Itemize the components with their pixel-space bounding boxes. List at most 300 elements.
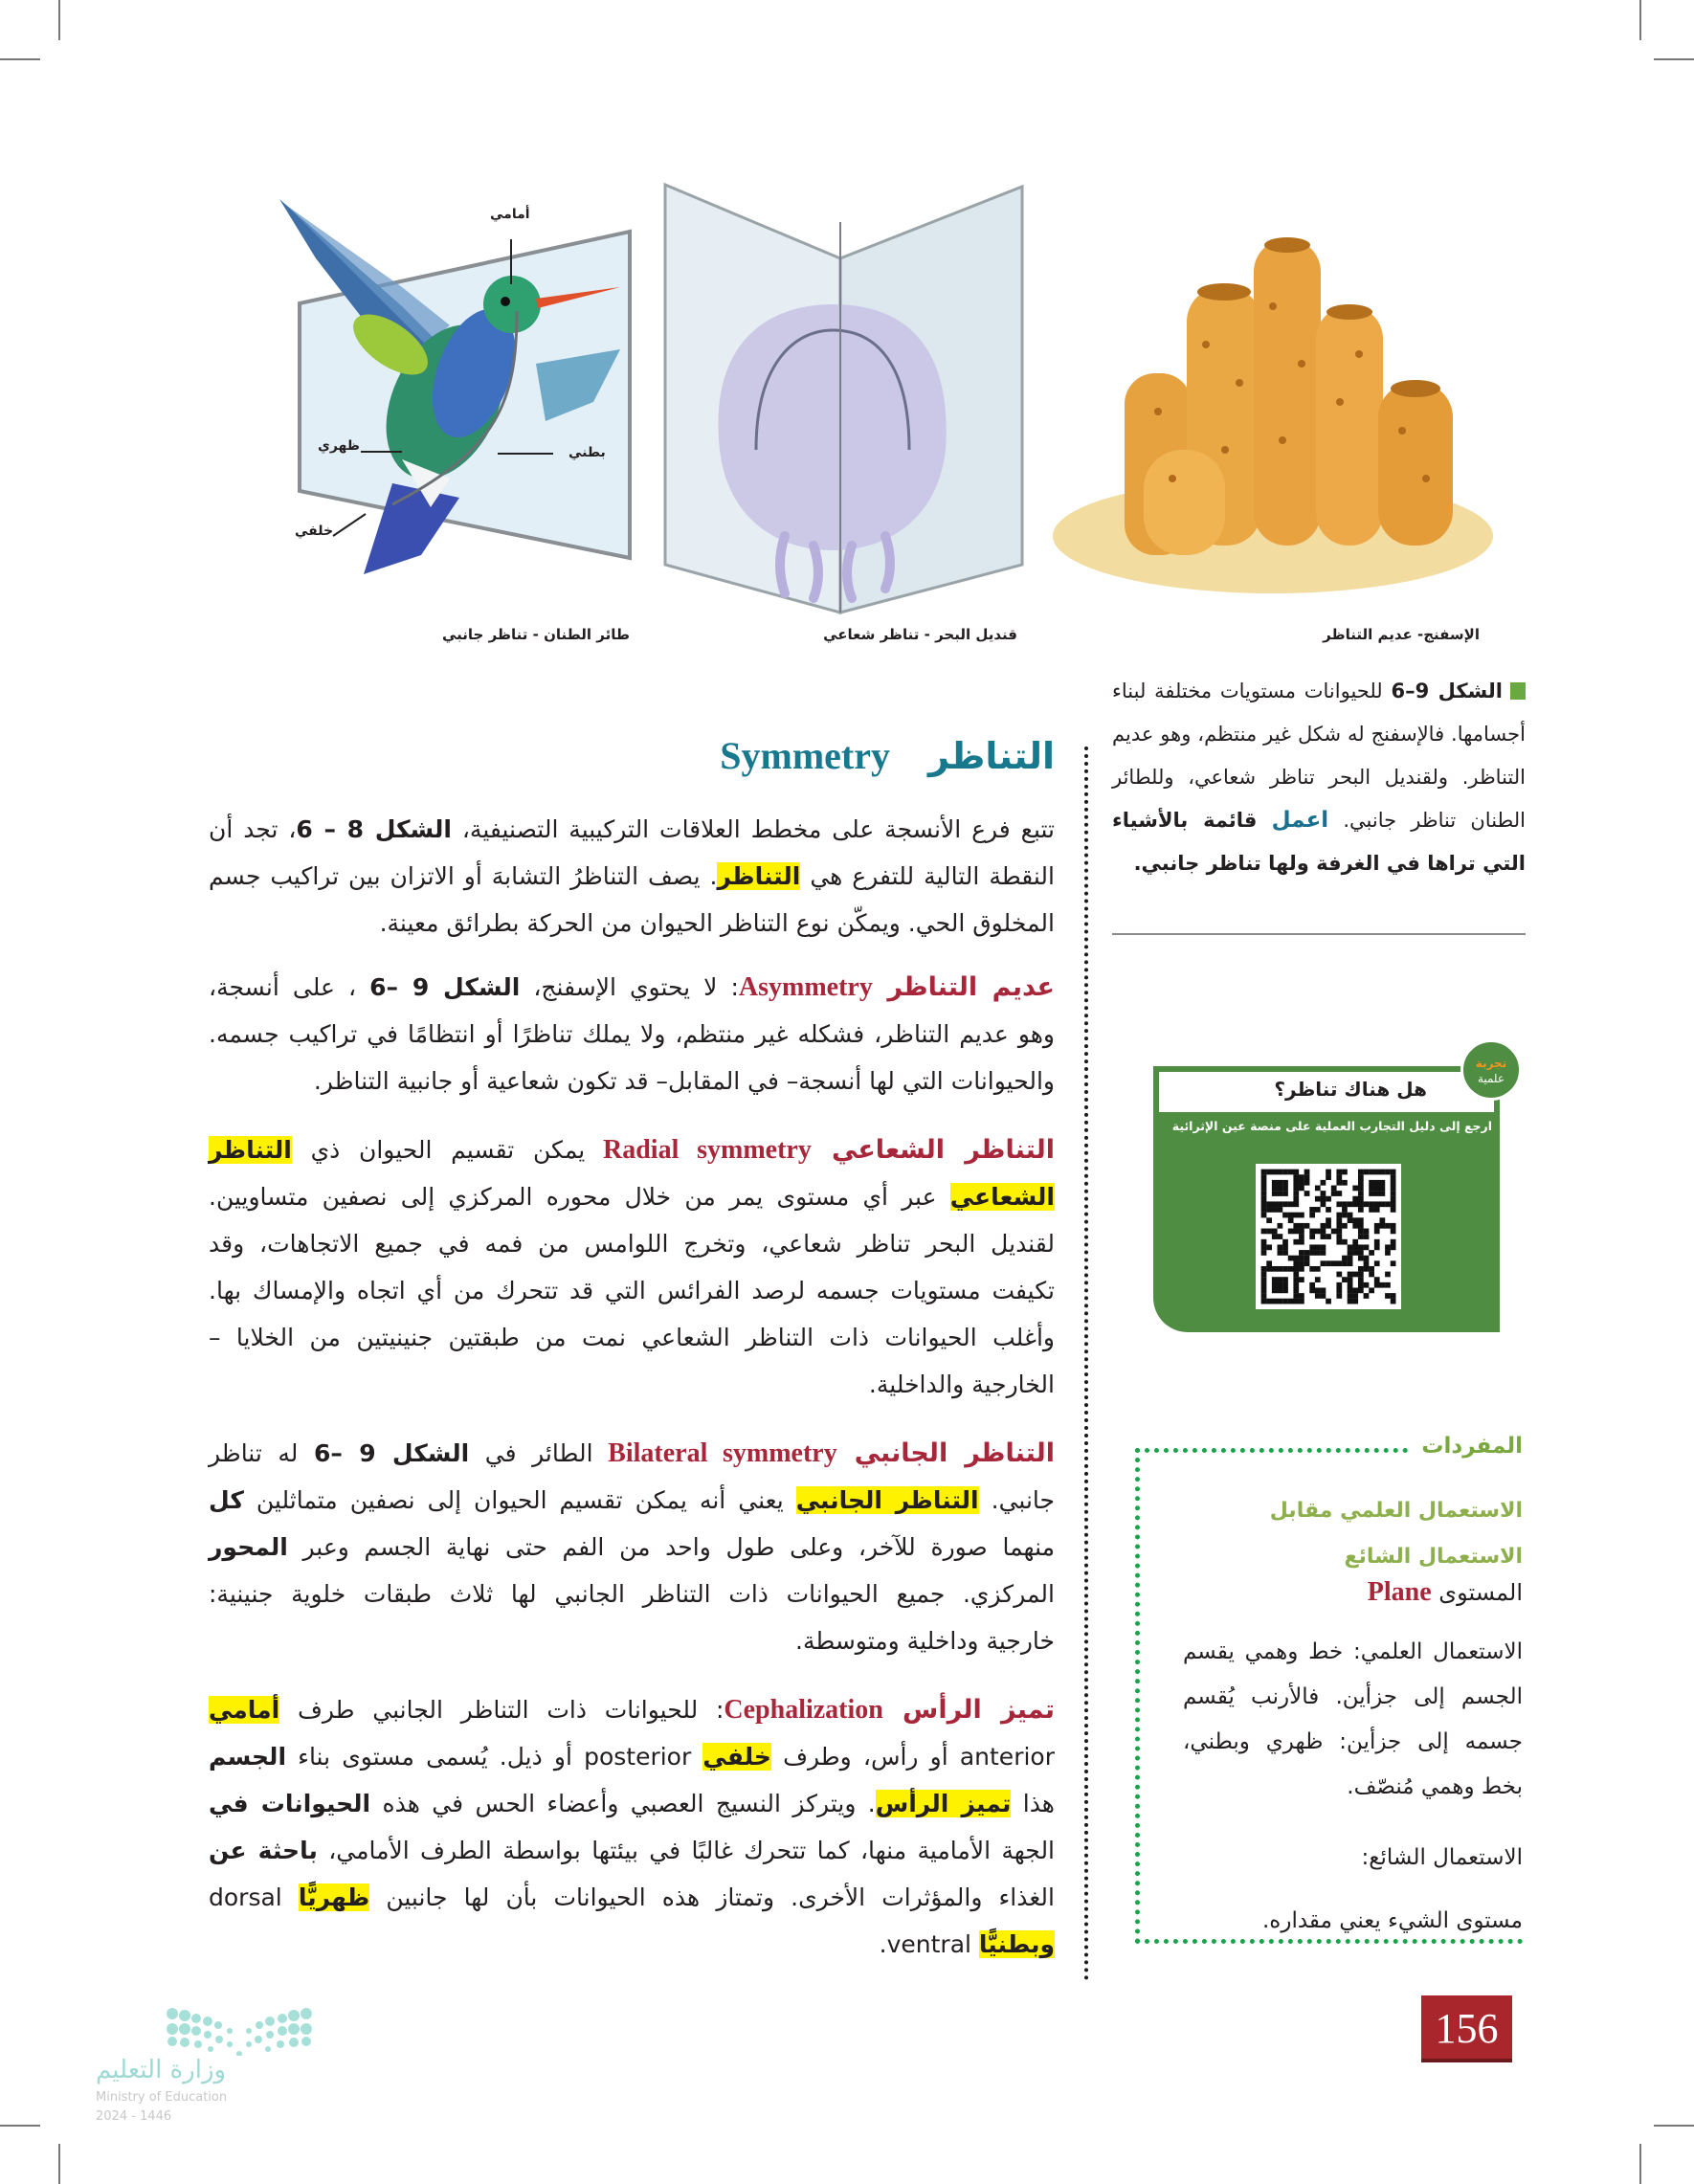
term-heading: التناظر الجانبي <box>836 1438 1056 1468</box>
qr-module <box>1278 1207 1283 1213</box>
qr-module <box>1309 1213 1315 1218</box>
highlighted-term: التناظر الجانبي <box>795 1486 979 1514</box>
qr-module <box>1293 1201 1299 1207</box>
qr-module <box>1293 1174 1299 1180</box>
qr-module <box>1278 1201 1283 1207</box>
qr-module <box>1266 1244 1272 1250</box>
qr-module <box>1391 1260 1396 1266</box>
qr-module <box>1261 1272 1267 1278</box>
qr-module <box>1342 1201 1348 1207</box>
paragraph-radial-symmetry <box>209 1126 1055 1408</box>
qr-module <box>1391 1191 1396 1196</box>
qr-module <box>1293 1272 1299 1278</box>
qr-module <box>1374 1229 1380 1235</box>
qr-module <box>1358 1256 1364 1261</box>
qr-module <box>1391 1293 1396 1299</box>
text-segment: لقنديل البحر تناظر شعاعي، وتخرج اللوامس من فمه في جميع الاتجاهات، وقد <box>209 1230 1055 1258</box>
qr-module <box>1374 1260 1380 1266</box>
highlighted-term: التناظر <box>717 862 801 890</box>
text-segment: المخلوق الحي. ويمكّن نوع التناظر الحيوان من الحركة بطرائق معينة. <box>379 909 1055 937</box>
qr-module <box>1391 1223 1396 1229</box>
qr-module <box>1288 1213 1294 1218</box>
qr-module <box>1352 1196 1358 1202</box>
text-line <box>209 1524 1055 1571</box>
qr-module <box>1342 1213 1348 1218</box>
ministry-name-arabic: وزارة التعليم <box>96 2056 227 2084</box>
highlighted-term: تميز الرأس <box>875 1790 1012 1817</box>
qr-module <box>1261 1229 1267 1235</box>
text-line <box>209 1571 1055 1617</box>
qr-module <box>1309 1229 1315 1235</box>
qr-module <box>1272 1229 1278 1235</box>
text-line <box>209 1011 1055 1058</box>
qr-module <box>1266 1207 1272 1213</box>
qr-module <box>1342 1260 1348 1266</box>
qr-module <box>1278 1282 1283 1288</box>
qr-module <box>1379 1201 1385 1207</box>
qr-module <box>1282 1277 1288 1282</box>
text-line <box>209 964 1055 1011</box>
label-anterior: أمامي <box>490 207 530 222</box>
qr-module <box>1278 1266 1283 1272</box>
qr-module <box>1348 1287 1353 1293</box>
text-segment: anterior أو رأس، وطرف <box>770 1743 1055 1771</box>
jellyfish-illustration <box>665 185 1022 613</box>
caption-jellyfish: قنديل البحر - تناظر شعاعي <box>823 626 1017 643</box>
term-english: Plane <box>1367 1577 1432 1607</box>
qr-module <box>1299 1250 1304 1256</box>
text-segment: تكيفت مستويات جسمه لرصد الفرائس التي قد تتحرك من أي اتجاه والإمساك بها. <box>209 1277 1055 1304</box>
qr-module <box>1278 1223 1283 1229</box>
qr-module <box>1261 1282 1267 1288</box>
lab-badge-line2: علمية <box>1477 1072 1505 1085</box>
action-label: اعمل <box>1271 808 1329 833</box>
qr-module <box>1352 1201 1358 1207</box>
qr-module <box>1261 1244 1267 1250</box>
qr-module <box>1321 1223 1326 1229</box>
qr-module <box>1304 1174 1310 1180</box>
bold-reference: الشكل 8 – 6 <box>296 815 452 843</box>
qr-module <box>1358 1174 1364 1180</box>
text-segment: هذا <box>1011 1790 1055 1817</box>
qr-module <box>1321 1229 1326 1235</box>
qr-module <box>1282 1239 1288 1245</box>
vocabulary-box <box>1135 1434 1524 1944</box>
qr-module <box>1282 1282 1288 1288</box>
text-segment: يمكن تقسيم الحيوان ذي <box>291 1136 586 1164</box>
lab-badge <box>1460 1039 1522 1101</box>
paragraph-symmetry-intro <box>209 806 1055 947</box>
qr-module <box>1304 1250 1310 1256</box>
qr-module <box>1358 1201 1364 1207</box>
text-line <box>209 1617 1055 1664</box>
section-title-english: Symmetry <box>720 734 890 777</box>
qr-module <box>1272 1287 1278 1293</box>
qr-module <box>1379 1180 1385 1186</box>
vocabulary-subheading-1: الاستعمال العلمي مقابل <box>1269 1499 1523 1523</box>
figure-caption <box>1112 670 1526 885</box>
vocabulary-subheading-2: الاستعمال الشائع <box>1344 1545 1523 1569</box>
qr-module <box>1364 1260 1370 1266</box>
text-segment: الطائر في <box>469 1439 593 1467</box>
qr-module <box>1391 1207 1396 1213</box>
qr-module <box>1385 1170 1391 1175</box>
qr-module <box>1352 1217 1358 1223</box>
qr-module <box>1358 1266 1364 1272</box>
bold-reference: الشكل 9 –6 <box>369 973 521 1001</box>
qr-module <box>1348 1272 1353 1278</box>
text-line <box>209 1058 1055 1104</box>
text-segment: ، على أنسجة، <box>209 973 370 1001</box>
qr-module <box>1391 1170 1396 1175</box>
qr-module <box>1282 1180 1288 1186</box>
qr-module <box>1369 1250 1374 1256</box>
qr-module <box>1336 1201 1342 1207</box>
text-segment: وأغلب الحيوانات ذات التناظر الشعاعي نمت من طبقتين جنينيتين من الخلايا – <box>209 1324 1055 1351</box>
qr-module <box>1352 1239 1358 1245</box>
qr-module <box>1352 1287 1358 1293</box>
qr-module <box>1348 1277 1353 1282</box>
qr-module <box>1293 1180 1299 1186</box>
qr-module <box>1358 1282 1364 1288</box>
qr-module <box>1304 1260 1310 1266</box>
qr-module <box>1299 1260 1304 1266</box>
qr-module <box>1374 1282 1380 1288</box>
qr-module <box>1321 1293 1326 1299</box>
science-usage-text: خط وهمي يقسم الجسم إلى جزأين. فالأرنب يُقسم جسمه إلى جزأين: ظهري وبطني، بخط وهمي مُنصّف. <box>1183 1639 1523 1799</box>
qr-module <box>1369 1170 1374 1175</box>
qr-module <box>1358 1287 1364 1293</box>
qr-module <box>1261 1266 1267 1272</box>
highlighted-term: التناظر <box>209 1136 292 1164</box>
qr-module <box>1374 1191 1380 1196</box>
qr-module <box>1293 1186 1299 1192</box>
qr-module <box>1278 1299 1283 1304</box>
qr-module <box>1364 1229 1370 1235</box>
qr-module <box>1261 1293 1267 1299</box>
qr-module <box>1385 1244 1391 1250</box>
qr-module <box>1299 1229 1304 1235</box>
text-line <box>209 1921 1055 1968</box>
term-english: Bilateral symmetry <box>592 1438 837 1468</box>
qr-module <box>1293 1299 1299 1304</box>
qr-module <box>1348 1299 1353 1304</box>
qr-module <box>1369 1266 1374 1272</box>
edition-year: 2024 - 1446 <box>96 2109 172 2124</box>
qr-module <box>1288 1229 1294 1235</box>
qr-module <box>1321 1191 1326 1196</box>
figure-reference: الشكل 9–6 <box>1391 680 1503 702</box>
qr-module <box>1321 1196 1326 1202</box>
qr-module <box>1391 1299 1396 1304</box>
qr-module <box>1266 1260 1272 1266</box>
text-line <box>209 1477 1055 1524</box>
qr-module <box>1315 1186 1321 1192</box>
caption-marker-icon <box>1510 682 1526 700</box>
qr-module <box>1272 1299 1278 1304</box>
qr-module <box>1309 1282 1315 1288</box>
qr-module <box>1315 1244 1321 1250</box>
qr-module <box>1288 1217 1294 1223</box>
qr-module <box>1266 1266 1272 1272</box>
text-line <box>209 900 1055 947</box>
qr-module <box>1336 1239 1342 1245</box>
qr-module <box>1369 1201 1374 1207</box>
qr-module <box>1315 1229 1321 1235</box>
qr-module <box>1342 1223 1348 1229</box>
term-heading: التناظر الشعاعي <box>811 1135 1056 1165</box>
qr-module <box>1364 1170 1370 1175</box>
qr-module <box>1299 1256 1304 1261</box>
qr-module <box>1293 1223 1299 1229</box>
qr-module <box>1379 1186 1385 1192</box>
qr-module <box>1304 1191 1310 1196</box>
qr-module <box>1348 1244 1353 1250</box>
qr-module <box>1336 1287 1342 1293</box>
qr-module <box>1326 1234 1331 1239</box>
qr-module <box>1369 1207 1374 1213</box>
qr-module <box>1336 1293 1342 1299</box>
qr-module <box>1315 1250 1321 1256</box>
action-text: قائمة بالأشياء التي تراها في الغرفة ولها تناظر جانبي. <box>1112 809 1526 875</box>
qr-module <box>1288 1170 1294 1175</box>
qr-module <box>1369 1287 1374 1293</box>
qr-module <box>1348 1213 1353 1218</box>
qr-module <box>1315 1277 1321 1282</box>
qr-module <box>1278 1234 1283 1239</box>
qr-module <box>1261 1201 1267 1207</box>
qr-module <box>1374 1223 1380 1229</box>
qr-module <box>1391 1201 1396 1207</box>
bold-reference: باحثة عن <box>209 1837 318 1864</box>
qr-module <box>1278 1287 1283 1293</box>
term-heading: تميز الرأس <box>882 1695 1055 1725</box>
qr-module <box>1379 1191 1385 1196</box>
qr-module <box>1331 1260 1337 1266</box>
qr-module <box>1299 1299 1304 1304</box>
text-segment: الخارجية والداخلية. <box>868 1371 1055 1398</box>
qr-module <box>1391 1180 1396 1186</box>
qr-module <box>1309 1244 1315 1250</box>
lab-title: هل هناك تناظر؟ <box>1274 1078 1427 1101</box>
paragraph-cephalization <box>209 1686 1055 1968</box>
text-segment: والحيوانات التي لها أنسجة– في المقابل– قد تكون شعاعية أو جانبية التناظر. <box>313 1067 1055 1095</box>
qr-module <box>1352 1250 1358 1256</box>
qr-module <box>1342 1239 1348 1245</box>
vocabulary-term <box>1368 1577 1523 1608</box>
text-segment: النقطة التالية للتفرع هي <box>800 862 1055 890</box>
qr-module <box>1299 1239 1304 1245</box>
qr-module <box>1369 1186 1374 1192</box>
qr-module <box>1326 1217 1331 1223</box>
qr-module <box>1282 1266 1288 1272</box>
qr-module <box>1358 1191 1364 1196</box>
qr-module <box>1278 1244 1283 1250</box>
text-line <box>209 1827 1055 1874</box>
qr-module <box>1364 1293 1370 1299</box>
qr-module <box>1336 1234 1342 1239</box>
qr-module <box>1293 1260 1299 1266</box>
qr-module <box>1385 1223 1391 1229</box>
qr-module <box>1369 1191 1374 1196</box>
label-ventral: بطني <box>568 445 606 460</box>
qr-module <box>1299 1223 1304 1229</box>
qr-module <box>1358 1196 1364 1202</box>
qr-module <box>1336 1170 1342 1175</box>
qr-module <box>1336 1272 1342 1278</box>
term-english: Cephalization <box>724 1695 883 1725</box>
qr-module <box>1358 1217 1364 1223</box>
qr-module <box>1358 1180 1364 1186</box>
qr-module <box>1288 1201 1294 1207</box>
qr-module <box>1261 1174 1267 1180</box>
qr-module <box>1261 1287 1267 1293</box>
qr-module <box>1293 1196 1299 1202</box>
qr-module <box>1315 1293 1321 1299</box>
qr-module <box>1336 1260 1342 1266</box>
qr-module <box>1293 1239 1299 1245</box>
qr-module <box>1364 1256 1370 1261</box>
ministry-name-english: Ministry of Education <box>96 2090 228 2105</box>
qr-module <box>1293 1256 1299 1261</box>
qr-module <box>1261 1186 1267 1192</box>
qr-module <box>1261 1196 1267 1202</box>
qr-module <box>1391 1186 1396 1192</box>
qr-module <box>1348 1250 1353 1256</box>
text-segment: ، تجد أن <box>209 815 297 843</box>
qr-module <box>1261 1191 1267 1196</box>
highlighted-term: الشعاعي <box>949 1183 1055 1211</box>
qr-module <box>1336 1180 1342 1186</box>
qr-module <box>1261 1207 1267 1213</box>
qr-module <box>1352 1299 1358 1304</box>
section-title-arabic: التناظر <box>927 735 1055 777</box>
qr-module <box>1293 1266 1299 1272</box>
qr-module <box>1293 1170 1299 1175</box>
qr-module <box>1379 1170 1385 1175</box>
qr-module <box>1321 1180 1326 1186</box>
qr-module <box>1288 1256 1294 1261</box>
qr-module <box>1326 1207 1331 1213</box>
qr-module <box>1342 1277 1348 1282</box>
term-english: Radial symmetry <box>585 1135 812 1165</box>
text-segment: : لا يحتوي الإسفنج، <box>520 973 739 1001</box>
qr-module <box>1282 1170 1288 1175</box>
text-segment: تتبع فرع الأنسجة على مخطط العلاقات التركيبية التصنيفية، <box>451 815 1055 843</box>
bold-reference: المحور <box>209 1533 288 1561</box>
qr-module <box>1261 1299 1267 1304</box>
qr-module <box>1315 1266 1321 1272</box>
qr-module <box>1379 1282 1385 1288</box>
qr-module <box>1266 1299 1272 1304</box>
qr-module <box>1326 1260 1331 1266</box>
qr-module <box>1352 1186 1358 1192</box>
text-segment: خارجية وداخلية ومتوسطة. <box>795 1627 1055 1655</box>
qr-module <box>1374 1239 1380 1245</box>
text-segment: وهو عديم التناظر، فشكله غير منتظم، ولا يملك تناظرًا أو انتظامًا في تراكيب جسمه. <box>209 1020 1055 1048</box>
qr-module <box>1331 1186 1337 1192</box>
bold-reference: الحيوانات في <box>209 1790 371 1817</box>
qr-module <box>1358 1244 1364 1250</box>
qr-module <box>1336 1213 1342 1218</box>
qr-module <box>1309 1250 1315 1256</box>
text-line <box>209 806 1055 853</box>
qr-module <box>1272 1277 1278 1282</box>
qr-module <box>1272 1282 1278 1288</box>
text-segment: المركزي. جميع الحيوانات ذات التناظر الجانبي لها ثلاث طبقات خلوية جنينية: <box>209 1580 1055 1608</box>
bold-reference: كل <box>209 1486 244 1514</box>
qr-module <box>1293 1277 1299 1282</box>
qr-module <box>1379 1223 1385 1229</box>
text-line <box>209 1686 1055 1733</box>
text-segment: منهما صورة للآخر، وعلى طول واحد من الفم حتى نهاية الجسم وعبر <box>287 1533 1055 1561</box>
qr-module <box>1282 1186 1288 1192</box>
qr-module <box>1348 1260 1353 1266</box>
qr-module <box>1358 1186 1364 1192</box>
qr-module <box>1348 1256 1353 1261</box>
hummingbird-illustration <box>279 199 630 574</box>
science-usage-label: الاستعمال العلمي: <box>1353 1639 1524 1664</box>
text-segment: الغذاء والمؤثرات الأخرى. وتمتاز هذه الحيوانات بأن لها جانبين <box>369 1883 1055 1911</box>
qr-module <box>1374 1277 1380 1282</box>
qr-module <box>1391 1196 1396 1202</box>
text-segment: ventral. <box>879 1930 979 1958</box>
qr-module <box>1385 1293 1391 1299</box>
qr-module <box>1358 1250 1364 1256</box>
qr-module <box>1369 1180 1374 1186</box>
qr-module <box>1299 1180 1304 1186</box>
qr-module <box>1358 1277 1364 1282</box>
qr-module <box>1272 1180 1278 1186</box>
qr-module <box>1342 1256 1348 1261</box>
text-line <box>209 1780 1055 1827</box>
qr-code[interactable] <box>1256 1164 1401 1309</box>
qr-module <box>1391 1244 1396 1250</box>
qr-module <box>1266 1217 1272 1223</box>
figure-caption-text: للحيوانات مستويات مختلفة لبناء أجسامها. فالإسفنج له شكل غير منتظم، وهو عديم التناظر. ولقنديل البحر تناظر شعاعي، وللطائر الطنان تناظر جانبي. <box>1112 680 1526 832</box>
ministry-logo-icon <box>96 1989 325 2056</box>
qr-module <box>1364 1201 1370 1207</box>
vocabulary-heading: المفردات <box>1410 1434 1523 1459</box>
qr-module <box>1342 1207 1348 1213</box>
qr-module <box>1309 1207 1315 1213</box>
qr-module <box>1293 1293 1299 1299</box>
qr-module <box>1282 1287 1288 1293</box>
lab-subtitle: ارجع إلى دليل التجارب العملية على منصة عين الإثرائية <box>1171 1119 1492 1133</box>
qr-module <box>1391 1239 1396 1245</box>
text-line <box>209 1361 1055 1408</box>
qr-module <box>1358 1229 1364 1235</box>
common-usage-text: مستوى الشيء يعني مقداره. <box>1259 1908 1523 1933</box>
qr-module <box>1321 1287 1326 1293</box>
term-english: Asymmetry <box>738 972 873 1002</box>
qr-module <box>1266 1201 1272 1207</box>
qr-module <box>1266 1170 1272 1175</box>
qr-module <box>1358 1170 1364 1175</box>
text-line <box>209 1126 1055 1173</box>
term-arabic: المستوى <box>1438 1579 1523 1606</box>
qr-module <box>1352 1223 1358 1229</box>
bold-reference: الجسم <box>209 1743 287 1771</box>
qr-module <box>1364 1244 1370 1250</box>
text-segment: له تناظر <box>209 1439 314 1467</box>
qr-module <box>1309 1234 1315 1239</box>
sponge-illustration <box>1053 237 1493 593</box>
qr-module <box>1293 1191 1299 1196</box>
qr-module <box>1309 1287 1315 1293</box>
qr-module <box>1358 1207 1364 1213</box>
qr-module <box>1304 1256 1310 1261</box>
